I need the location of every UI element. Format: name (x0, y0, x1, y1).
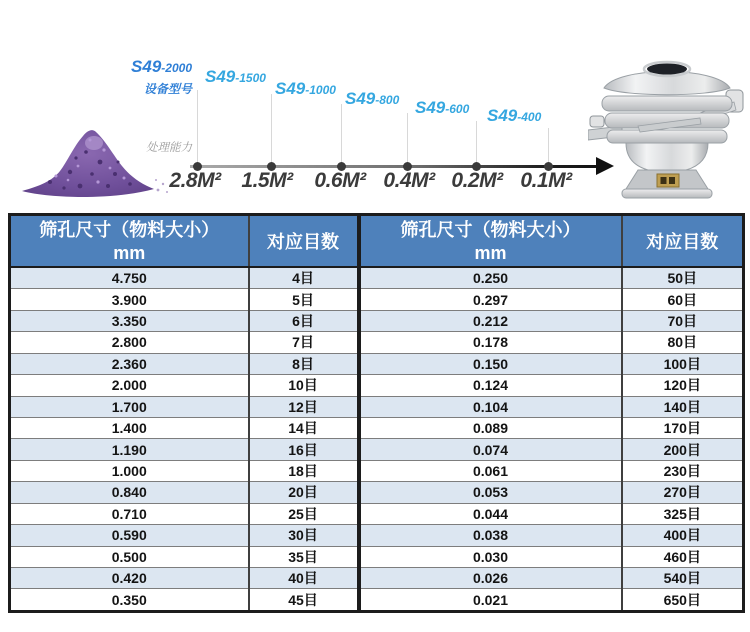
model-label-s49-400 (487, 106, 541, 126)
size-cell: 0.026 (359, 567, 622, 588)
size-cell: 0.500 (10, 546, 249, 567)
mesh-header: 对应目数 (249, 215, 359, 268)
mesh-cell: 80目 (622, 332, 744, 353)
model-label-s49-1000 (275, 79, 336, 99)
mesh-cell: 8目 (249, 353, 359, 374)
size-cell: 0.350 (10, 589, 249, 612)
mesh-cell: 10目 (249, 375, 359, 396)
model-series: S49 (415, 98, 446, 117)
table-row (10, 525, 744, 546)
size-cell: 2.360 (10, 353, 249, 374)
table-row (10, 460, 744, 481)
size-cell: 0.061 (359, 460, 622, 481)
connector-line (548, 128, 549, 166)
size-cell: 0.212 (359, 310, 622, 331)
table-row (10, 289, 744, 310)
mesh-cell: 70目 (622, 310, 744, 331)
mesh-cell: 230目 (622, 460, 744, 481)
size-cell: 1.400 (10, 417, 249, 438)
size-cell: 0.053 (359, 482, 622, 503)
mesh-cell: 14目 (249, 417, 359, 438)
size-cell: 0.420 (10, 567, 249, 588)
capacity-label: 0.1M² (520, 169, 572, 192)
model-label-s49-2000 (126, 57, 192, 77)
mesh-cell: 18目 (249, 460, 359, 481)
size-cell: 0.178 (359, 332, 622, 353)
table-row (10, 482, 744, 503)
table-row (10, 310, 744, 331)
capacity-timeline (190, 165, 598, 168)
size-cell: 0.104 (359, 396, 622, 417)
mesh-cell: 650目 (622, 589, 744, 612)
table-row (10, 353, 744, 374)
size-header-label: 筛孔尺寸（物料大小） (400, 220, 581, 240)
table-header-row (10, 215, 744, 268)
size-cell: 1.000 (10, 460, 249, 481)
size-cell: 0.030 (359, 546, 622, 567)
model-series: S49 (275, 79, 306, 98)
model-label-s49-800 (345, 89, 399, 109)
mesh-cell: 12目 (249, 396, 359, 417)
device-model-caption: 设备型号 (143, 82, 192, 96)
mesh-cell: 170目 (622, 417, 744, 438)
mesh-cell: 460目 (622, 546, 744, 567)
mesh-cell: 25目 (249, 503, 359, 524)
model-size-suffix: -1500 (235, 71, 266, 85)
size-cell: 0.710 (10, 503, 249, 524)
mesh-cell: 270目 (622, 482, 744, 503)
capacity-caption: 处理能力 (146, 142, 192, 154)
size-cell: 3.900 (10, 289, 249, 310)
size-cell: 0.124 (359, 375, 622, 396)
size-cell: 4.750 (10, 267, 249, 289)
connector-line (271, 94, 272, 166)
size-cell: 3.350 (10, 310, 249, 331)
connector-line (197, 90, 198, 166)
table-row (10, 503, 744, 524)
mesh-cell: 140目 (622, 396, 744, 417)
size-cell: 2.800 (10, 332, 249, 353)
mesh-size-table (8, 213, 745, 613)
capacity-label: 0.2M² (451, 169, 503, 192)
size-cell: 0.150 (359, 353, 622, 374)
mesh-cell: 50目 (622, 267, 744, 289)
size-cell: 1.700 (10, 396, 249, 417)
mesh-cell: 400目 (622, 525, 744, 546)
mesh-cell: 100目 (622, 353, 744, 374)
mesh-cell: 120目 (622, 375, 744, 396)
mesh-cell: 30目 (249, 525, 359, 546)
size-cell: 0.297 (359, 289, 622, 310)
model-label-s49-600 (415, 98, 469, 118)
mesh-cell: 20目 (249, 482, 359, 503)
capacity-label: 0.6M² (314, 169, 366, 192)
model-series: S49 (487, 106, 518, 125)
size-cell: 0.074 (359, 439, 622, 460)
mesh-cell: 6目 (249, 310, 359, 331)
mesh-cell: 200目 (622, 439, 744, 460)
table-row (10, 589, 744, 612)
size-cell: 0.021 (359, 589, 622, 612)
size-cell: 0.840 (10, 482, 249, 503)
size-cell: 0.089 (359, 417, 622, 438)
model-label-s49-1500 (205, 67, 266, 87)
size-header (10, 215, 249, 268)
model-size-suffix: -2000 (161, 61, 192, 75)
size-cell: 0.250 (359, 267, 622, 289)
mesh-cell: 45目 (249, 589, 359, 612)
mesh-cell: 60目 (622, 289, 744, 310)
connector-line (407, 113, 408, 166)
table-row (10, 375, 744, 396)
size-cell: 2.000 (10, 375, 249, 396)
model-series: S49 (131, 57, 162, 76)
capacity-label: 2.8M² (169, 169, 221, 192)
mesh-cell: 35目 (249, 546, 359, 567)
mesh-header: 对应目数 (622, 215, 744, 268)
size-header (359, 215, 622, 268)
unit-header-label: mm (474, 243, 507, 263)
connector-line (476, 121, 477, 166)
table-row (10, 396, 744, 417)
unit-header-label: mm (113, 243, 146, 263)
purple-powder-pile-icon (20, 112, 170, 200)
model-size-suffix: -600 (445, 102, 470, 116)
mesh-cell: 16目 (249, 439, 359, 460)
table-row (10, 332, 744, 353)
table-row (10, 567, 744, 588)
model-series: S49 (345, 89, 376, 108)
mesh-cell: 540目 (622, 567, 744, 588)
connector-line (341, 104, 342, 166)
mesh-cell: 40目 (249, 567, 359, 588)
size-cell: 0.590 (10, 525, 249, 546)
hero-section (0, 0, 750, 213)
mesh-cell: 4目 (249, 267, 359, 289)
size-cell: 0.038 (359, 525, 622, 546)
table-row (10, 417, 744, 438)
table-row (10, 439, 744, 460)
mesh-cell: 5目 (249, 289, 359, 310)
size-cell: 1.190 (10, 439, 249, 460)
table-row (10, 267, 744, 289)
capacity-label: 0.4M² (383, 169, 435, 192)
vibrating-sieve-machine-image (588, 56, 746, 206)
mesh-cell: 7目 (249, 332, 359, 353)
model-size-suffix: -800 (375, 93, 400, 107)
model-series: S49 (205, 67, 236, 86)
model-size-suffix: -1000 (305, 83, 336, 97)
capacity-label: 1.5M² (241, 169, 293, 192)
size-cell: 0.044 (359, 503, 622, 524)
mesh-cell: 325目 (622, 503, 744, 524)
table-row (10, 546, 744, 567)
model-size-suffix: -400 (517, 110, 542, 124)
size-header-label: 筛孔尺寸（物料大小） (39, 220, 220, 240)
